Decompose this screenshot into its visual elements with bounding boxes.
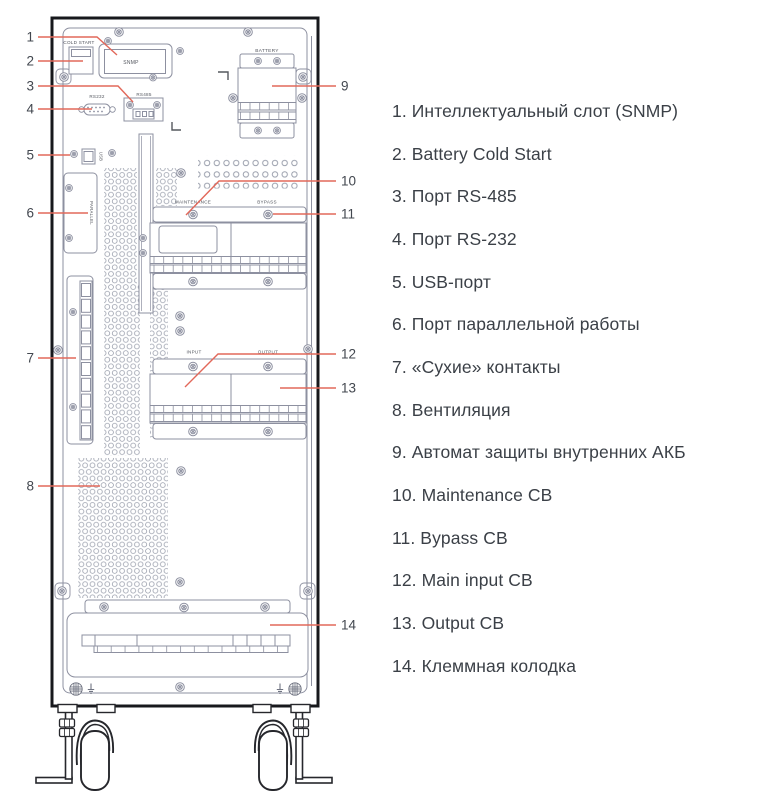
input-label: INPUT — [186, 349, 202, 355]
legend-list — [392, 90, 778, 688]
rs232-label: RS232 — [89, 94, 105, 99]
legend-item-14: 14. Клеммная колодка — [392, 655, 577, 676]
usb-label: USB — [98, 151, 104, 162]
legend-item-2: 2. Battery Cold Start — [392, 143, 552, 164]
drilled-holes-grid — [198, 155, 298, 189]
callout-number-2: 2 — [26, 53, 34, 69]
callout-number-9: 9 — [341, 78, 349, 94]
legend-item-6: 6. Порт параллельной работы — [392, 314, 640, 335]
legend-item-1: 1. Интеллектуальный слот (SNMP) — [392, 100, 679, 121]
legend-item-9: 9. Автомат защиты внутренних АКБ — [392, 442, 686, 463]
battery-label: BATTERY — [255, 49, 279, 54]
output-label: OUTPUT — [257, 349, 279, 355]
parallel-label: PARALLEL — [89, 201, 94, 225]
callout-number-7: 7 — [26, 350, 34, 366]
legend-item-8: 8. Вентиляция — [392, 399, 511, 420]
maintenance-bypass-breakers — [150, 207, 306, 289]
legend-item-11: 11. Bypass CB — [392, 527, 508, 548]
rs485-label: RS485 — [136, 92, 152, 97]
caster-wheel-right — [253, 705, 332, 791]
callout-number-10: 10 — [341, 173, 357, 189]
callout-number-1: 1 — [26, 29, 34, 45]
input-output-breakers — [150, 359, 306, 439]
usb-port — [82, 149, 95, 164]
legend-item-4: 4. Порт RS-232 — [392, 228, 517, 249]
cold-start-label: COLD START — [63, 40, 95, 45]
ups-rear-panel-diagram — [0, 0, 390, 796]
legend-item-12: 12. Main input CB — [392, 570, 533, 591]
callout-number-14: 14 — [341, 617, 357, 633]
callout-number-3: 3 — [26, 78, 34, 94]
callout-number-12: 12 — [341, 346, 357, 362]
callout-number-4: 4 — [26, 101, 34, 117]
callout-number-6: 6 — [26, 205, 34, 221]
maintenance-label: MAINTENANCE — [174, 199, 212, 205]
snmp-label: SNMP — [123, 60, 139, 66]
callout-number-13: 13 — [341, 380, 357, 396]
callout-number-11: 11 — [341, 206, 356, 222]
legend-item-13: 13. Output CB — [392, 613, 505, 634]
legend-item-10: 10. Maintenance CB — [392, 485, 553, 506]
legend — [392, 90, 778, 688]
callout-number-8: 8 — [26, 478, 34, 494]
legend-item-3: 3. Порт RS-485 — [392, 186, 517, 207]
dry-contacts-panel — [67, 276, 93, 444]
callout-number-5: 5 — [26, 147, 34, 163]
bypass-label: BYPASS — [257, 199, 277, 205]
caster-wheel-left — [36, 705, 115, 791]
legend-item-5: 5. USB-порт — [392, 271, 491, 292]
legend-item-7: 7. «Сухие» контакты — [392, 356, 561, 377]
battery-breaker — [238, 54, 296, 138]
